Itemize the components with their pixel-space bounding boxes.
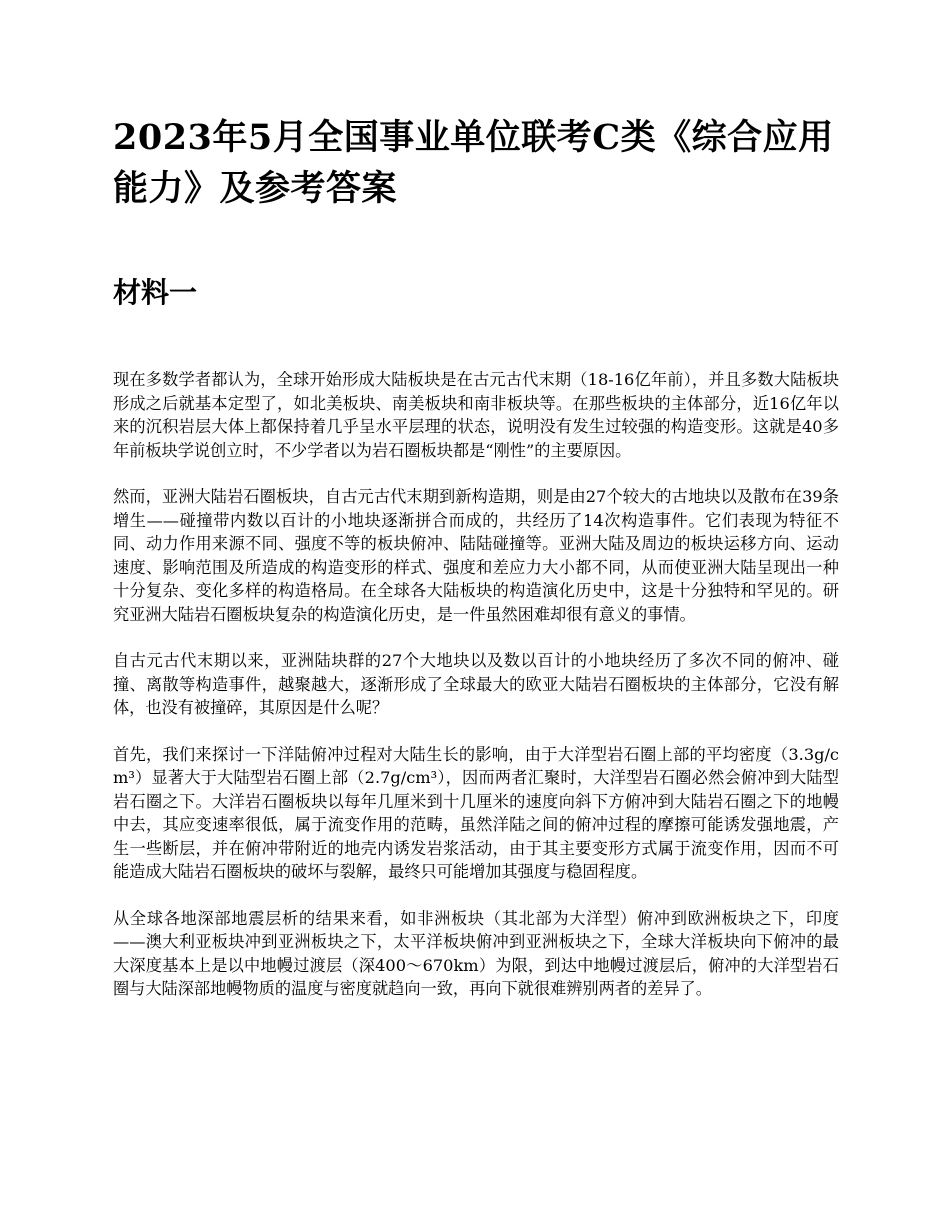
paragraph-2: 然而，亚洲大陆岩石圈板块，自古元古代末期到新构造期，则是由27个较大的古地块以及散布在39条增生——碰撞带内数以百计的小地块逐渐拼合而成的，共经历了14次构造事件。它们表现为特征不同、动力作用来源不同、强度不等的板块俯冲、陆陆碰撞等。亚洲大陆及周边的板块运移方向、运动速度、影响范围及所造成的构造变形的样式、强度和差应力大小都不同，从而使亚洲大陆呈现出一种十分复杂、变化多样的构造格局。在全球各大陆板块的构造演化历史中，这是十分独特和罕见的。研究亚洲大陆岩石圈板块复杂的构造演化历史，是一件虽然困难却很有意义的事情。 xyxy=(113,487,839,624)
document-body xyxy=(113,368,839,1024)
section-heading: 材料一 xyxy=(113,276,198,309)
paragraph-4: 首先，我们来探讨一下洋陆俯冲过程对大陆生长的影响，由于大洋型岩石圈上部的平均密度（3.3g/cm³）显著大于大陆型岩石圈上部（2.7g/cm³），因而两者汇聚时，大洋型岩石圈必然会俯冲到大陆型岩石圈之下。大洋岩石圈板块以每年几厘米到十几厘米的速度向斜下方俯冲到大陆岩石圈之下的地幔中去，其应变速率很低，属于流变作用的范畴，虽然洋陆之间的俯冲过程的摩擦可能诱发强地震，产生一些断层，并在俯冲带附近的地壳内诱发岩浆活动，由于其主要变形方式属于流变作用，因而不可能造成大陆岩石圈板块的破坏与裂解，最终只可能增加其强度与稳固程度。 xyxy=(113,744,839,881)
paragraph-1: 现在多数学者都认为，全球开始形成大陆板块是在古元古代末期（18-16亿年前），并且多数大陆板块形成之后就基本定型了，如北美板块、南美板块和南非板块等。在那些板块的主体部分，近16亿年以来的沉积岩层大体上都保持着几乎呈水平层理的状态，说明没有发生过较强的构造变形。这就是40多年前板块学说创立时，不少学者以为岩石圈板块都是“刚性”的主要原因。 xyxy=(113,370,839,460)
paragraph-5: 从全球各地深部地震层析的结果来看，如非洲板块（其北部为大洋型）俯冲到欧洲板块之下，印度——澳大利亚板块冲到亚洲板块之下，太平洋板块俯冲到亚洲板块之下，全球大洋板块向下俯冲的最大深度基本上是以中地幔过渡层（深400～670km）为限，到达中地幔过渡层后，俯冲的大洋型岩石圈与大陆深部地幔物质的温度与密度就趋向一致，再向下就很难辨别两者的差异了。 xyxy=(113,908,839,998)
document-title: 2023年5月全国事业单位联考C类《综合应用能力》及参考答案 xyxy=(113,117,834,209)
paragraph-3: 自古元古代末期以来，亚洲陆块群的27个大地块以及数以百计的小地块经历了多次不同的俯冲、碰撞、离散等构造事件，越聚越大，逐渐形成了全球最大的欧亚大陆岩石圈板块的主体部分，它没有解体，也没有被撞碎，其原因是什么呢？ xyxy=(113,651,839,717)
